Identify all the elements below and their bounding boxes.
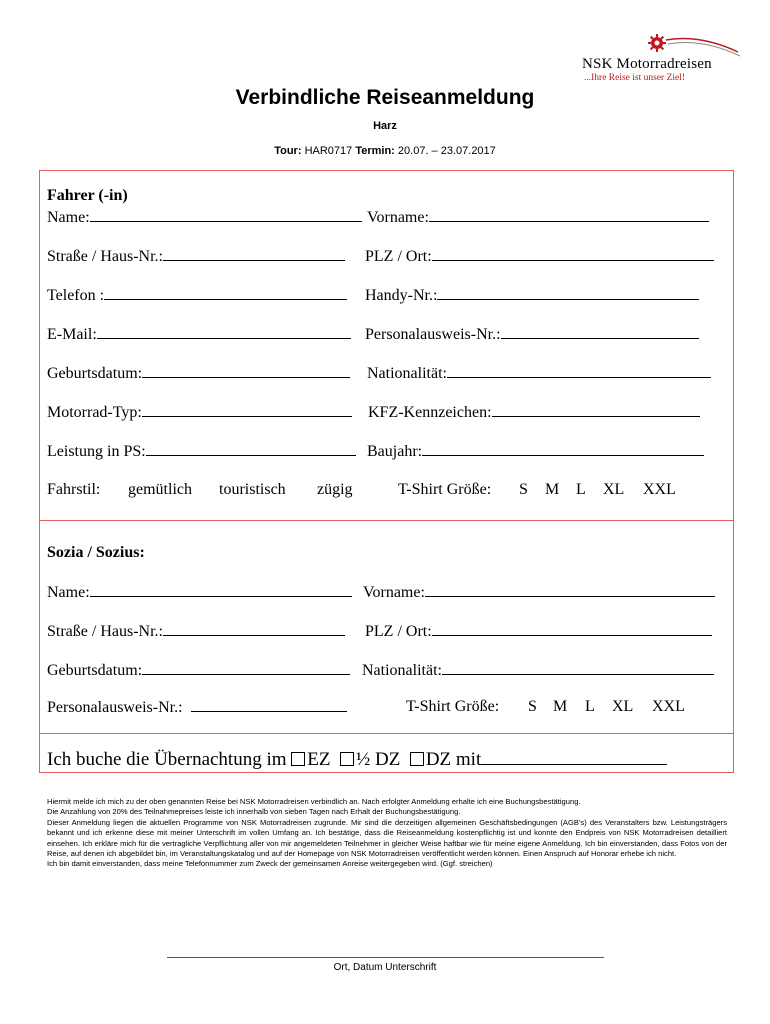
blank-line bbox=[142, 403, 352, 417]
blank-line bbox=[90, 583, 352, 597]
half-dz-checkbox[interactable] bbox=[340, 752, 354, 766]
sozius-heading: Sozia / Sozius: bbox=[47, 544, 145, 561]
blank-line bbox=[104, 286, 347, 300]
legal-paragraph: Ich bin damit einverstanden, dass meine Telefonnummer zum Zweck der gemeinsamen Anreise weitergegeben wird. (Ggf. streichen) bbox=[47, 859, 493, 869]
sozius-tshirt-size-l[interactable]: L bbox=[585, 698, 595, 715]
sozius-tshirt-size-xxl[interactable]: XXL bbox=[652, 698, 685, 715]
fahrer-email-field[interactable] bbox=[47, 325, 351, 344]
tour-info bbox=[0, 145, 770, 157]
fahrstil-option-zuegig[interactable]: zügig bbox=[317, 481, 353, 498]
fahrer-vorname-label: Vorname: bbox=[367, 209, 429, 226]
blank-line bbox=[447, 364, 711, 378]
fahrer-nationalitaet-field[interactable] bbox=[367, 364, 711, 383]
sozius-tshirt-size-s[interactable]: S bbox=[528, 698, 537, 715]
sozius-vorname-label: Vorname: bbox=[363, 584, 425, 601]
legal-paragraph: Hiermit melde ich mich zu der oben genannten Reise bei NSK Motorradreisen verbindlich an. Nach erfolgter Anmeldung erhalte ich eine Buchungsbestätigung. bbox=[47, 797, 581, 806]
dz-mit-label: DZ mit bbox=[425, 749, 482, 770]
fahrer-telefon-label: Telefon : bbox=[47, 287, 105, 304]
blank-line bbox=[442, 661, 714, 675]
blank-line bbox=[97, 325, 351, 339]
signature-label: Ort, Datum Unterschrift bbox=[333, 962, 437, 973]
fahrer-handy-label: Handy-Nr.: bbox=[365, 287, 438, 304]
sozius-ausweis-field[interactable] bbox=[47, 698, 347, 717]
fahrer-tshirt-size-l[interactable]: L bbox=[576, 481, 586, 498]
logo-name: NSK Motorradreisen bbox=[582, 56, 712, 72]
fahrer-handy-field[interactable] bbox=[365, 286, 699, 305]
option-dz-mit[interactable] bbox=[410, 749, 481, 770]
fahrer-kfz-field[interactable] bbox=[368, 403, 700, 422]
fahrstil-option-gemuetlich[interactable]: gemütlich bbox=[128, 481, 192, 498]
ez-checkbox[interactable] bbox=[291, 752, 305, 766]
termin-value: 20.07. – 23.07.2017 bbox=[397, 145, 496, 157]
uebernachtung-label: Ich buche die Übernachtung im bbox=[47, 749, 287, 770]
half-dz-label: ½ DZ bbox=[356, 749, 401, 770]
sozius-plz-field[interactable] bbox=[365, 622, 712, 641]
fahrer-kfz-label: KFZ-Kennzeichen: bbox=[368, 404, 492, 421]
dz-mit-blank-line[interactable] bbox=[481, 749, 667, 765]
fahrer-telefon-field[interactable] bbox=[47, 286, 347, 305]
blank-line bbox=[90, 208, 362, 222]
blank-line bbox=[432, 247, 714, 261]
legal-text bbox=[47, 797, 727, 870]
signature-line[interactable] bbox=[167, 957, 604, 958]
fahrer-tshirt-label: T-Shirt Größe: bbox=[398, 481, 492, 498]
fahrer-heading: Fahrer (-in) bbox=[47, 187, 128, 204]
sozius-nationalitaet-field[interactable] bbox=[362, 661, 714, 680]
fahrer-plz-field[interactable] bbox=[365, 247, 714, 266]
fahrer-nationalitaet-label: Nationalität: bbox=[367, 365, 447, 382]
page-title: Verbindliche Reiseanmeldung bbox=[235, 86, 535, 109]
blank-line bbox=[146, 442, 356, 456]
fahrer-geburtsdatum-label: Geburtsdatum: bbox=[47, 365, 143, 382]
fahrer-leistung-label: Leistung in PS: bbox=[47, 443, 146, 460]
blank-line bbox=[163, 247, 345, 261]
option-ez[interactable] bbox=[291, 749, 330, 770]
fahrer-plz-label: PLZ / Ort: bbox=[365, 248, 432, 265]
blank-line bbox=[142, 364, 350, 378]
sozius-strasse-field[interactable] bbox=[47, 622, 345, 641]
fahrer-vorname-field[interactable] bbox=[367, 208, 709, 227]
sozius-geburtsdatum-label: Geburtsdatum: bbox=[47, 662, 143, 679]
fahrer-tshirt-size-s[interactable]: S bbox=[519, 481, 528, 498]
blank-line bbox=[422, 442, 704, 456]
company-logo bbox=[578, 34, 748, 84]
fahrer-leistung-field[interactable] bbox=[47, 442, 356, 461]
sozius-geburtsdatum-field[interactable] bbox=[47, 661, 350, 680]
sozius-tshirt-label: T-Shirt Größe: bbox=[406, 698, 500, 715]
sozius-tshirt-size-m[interactable]: M bbox=[553, 698, 568, 715]
sozius-strasse-label: Straße / Haus-Nr.: bbox=[47, 623, 163, 640]
sozius-ausweis-label: Personalausweis-Nr.: bbox=[47, 699, 183, 716]
fahrer-ausweis-label: Personalausweis-Nr.: bbox=[365, 326, 501, 343]
logo-tagline: ...Ihre Reise ist unser Ziel! bbox=[584, 73, 686, 83]
uebernachtung-row bbox=[47, 749, 667, 771]
dz-mit-checkbox[interactable] bbox=[410, 752, 424, 766]
blank-line bbox=[437, 286, 699, 300]
fahrstil-label: Fahrstil: bbox=[47, 481, 101, 498]
fahrer-geburtsdatum-field[interactable] bbox=[47, 364, 350, 383]
sozius-name-field[interactable] bbox=[47, 583, 352, 602]
blank-line bbox=[429, 208, 709, 222]
tour-label: Tour: bbox=[274, 145, 302, 157]
section-divider bbox=[39, 733, 734, 734]
ez-label: EZ bbox=[307, 749, 331, 770]
legal-paragraph: Die Anzahlung von 20% des Teilnahmepreises leiste ich innerhalb von sieben Tagen nach Erhalt der Buchungsbestätigung. bbox=[47, 807, 461, 817]
blank-line bbox=[501, 325, 699, 339]
fahrer-email-label: E-Mail: bbox=[47, 326, 97, 343]
sozius-vorname-field[interactable] bbox=[363, 583, 715, 602]
blank-line bbox=[492, 403, 700, 417]
fahrstil-option-touristisch[interactable]: touristisch bbox=[219, 481, 286, 498]
region-subtitle: Harz bbox=[373, 120, 397, 132]
sozius-name-label: Name: bbox=[47, 584, 90, 601]
section-divider bbox=[39, 520, 734, 521]
fahrer-strasse-field[interactable] bbox=[47, 247, 345, 266]
sozius-tshirt-size-xl[interactable]: XL bbox=[612, 698, 634, 715]
sozius-plz-label: PLZ / Ort: bbox=[365, 623, 432, 640]
fahrer-name-field[interactable] bbox=[47, 208, 362, 227]
termin-label: Termin: bbox=[355, 145, 395, 157]
fahrer-tshirt-size-xl[interactable]: XL bbox=[603, 481, 625, 498]
blank-line bbox=[432, 622, 712, 636]
option-half-dz[interactable] bbox=[340, 749, 400, 770]
fahrer-tshirt-size-m[interactable]: M bbox=[545, 481, 560, 498]
fahrer-strasse-label: Straße / Haus-Nr.: bbox=[47, 248, 163, 265]
fahrer-baujahr-label: Baujahr: bbox=[367, 443, 423, 460]
fahrer-baujahr-field[interactable] bbox=[367, 442, 704, 461]
fahrer-name-label: Name: bbox=[47, 209, 90, 226]
fahrer-tshirt-size-xxl[interactable]: XXL bbox=[643, 481, 676, 498]
tour-value: HAR0717 bbox=[304, 145, 353, 157]
blank-line bbox=[191, 698, 347, 712]
legal-paragraph: Dieser Anmeldung liegen die aktuellen Programme von NSK Motorradreisen zugrunde. Mir sind die derzeitigen allgemeinen Geschäftsbedingungen (AGB's) des Veranstalters bzw. Leistungsträgers bekannt und ich erkenne diese mit meiner Unterschrift im vollen Umfang an. Ich bestätige, dass die Reiseanmeldung kostenpflichtig ist und konnte den Endpreis von NSK Motorradreisen detailliert einsehen. Ich erkläre mich für die vertragliche Verpflichtung aller von mir angemeldeten Teilnehmer in gleicher Weise haftbar wie für meine eigene Anmeldung. Ich bin einverstanden, dass Fotos von der Reise, auf denen ich abgebildet bin, im Veranstaltungskatalog und auf der Homepage von NSK Motorradreisen veröffentlicht werden können. Einen Anspruch auf Honorar erhebe ich nicht. bbox=[47, 817, 727, 859]
fahrer-motorrad-label: Motorrad-Typ: bbox=[47, 404, 142, 421]
sozius-nationalitaet-label: Nationalität: bbox=[362, 662, 442, 679]
blank-line bbox=[425, 583, 715, 597]
blank-line bbox=[163, 622, 345, 636]
blank-line bbox=[142, 661, 350, 675]
fahrer-ausweis-field[interactable] bbox=[365, 325, 699, 344]
fahrer-motorrad-field[interactable] bbox=[47, 403, 352, 422]
